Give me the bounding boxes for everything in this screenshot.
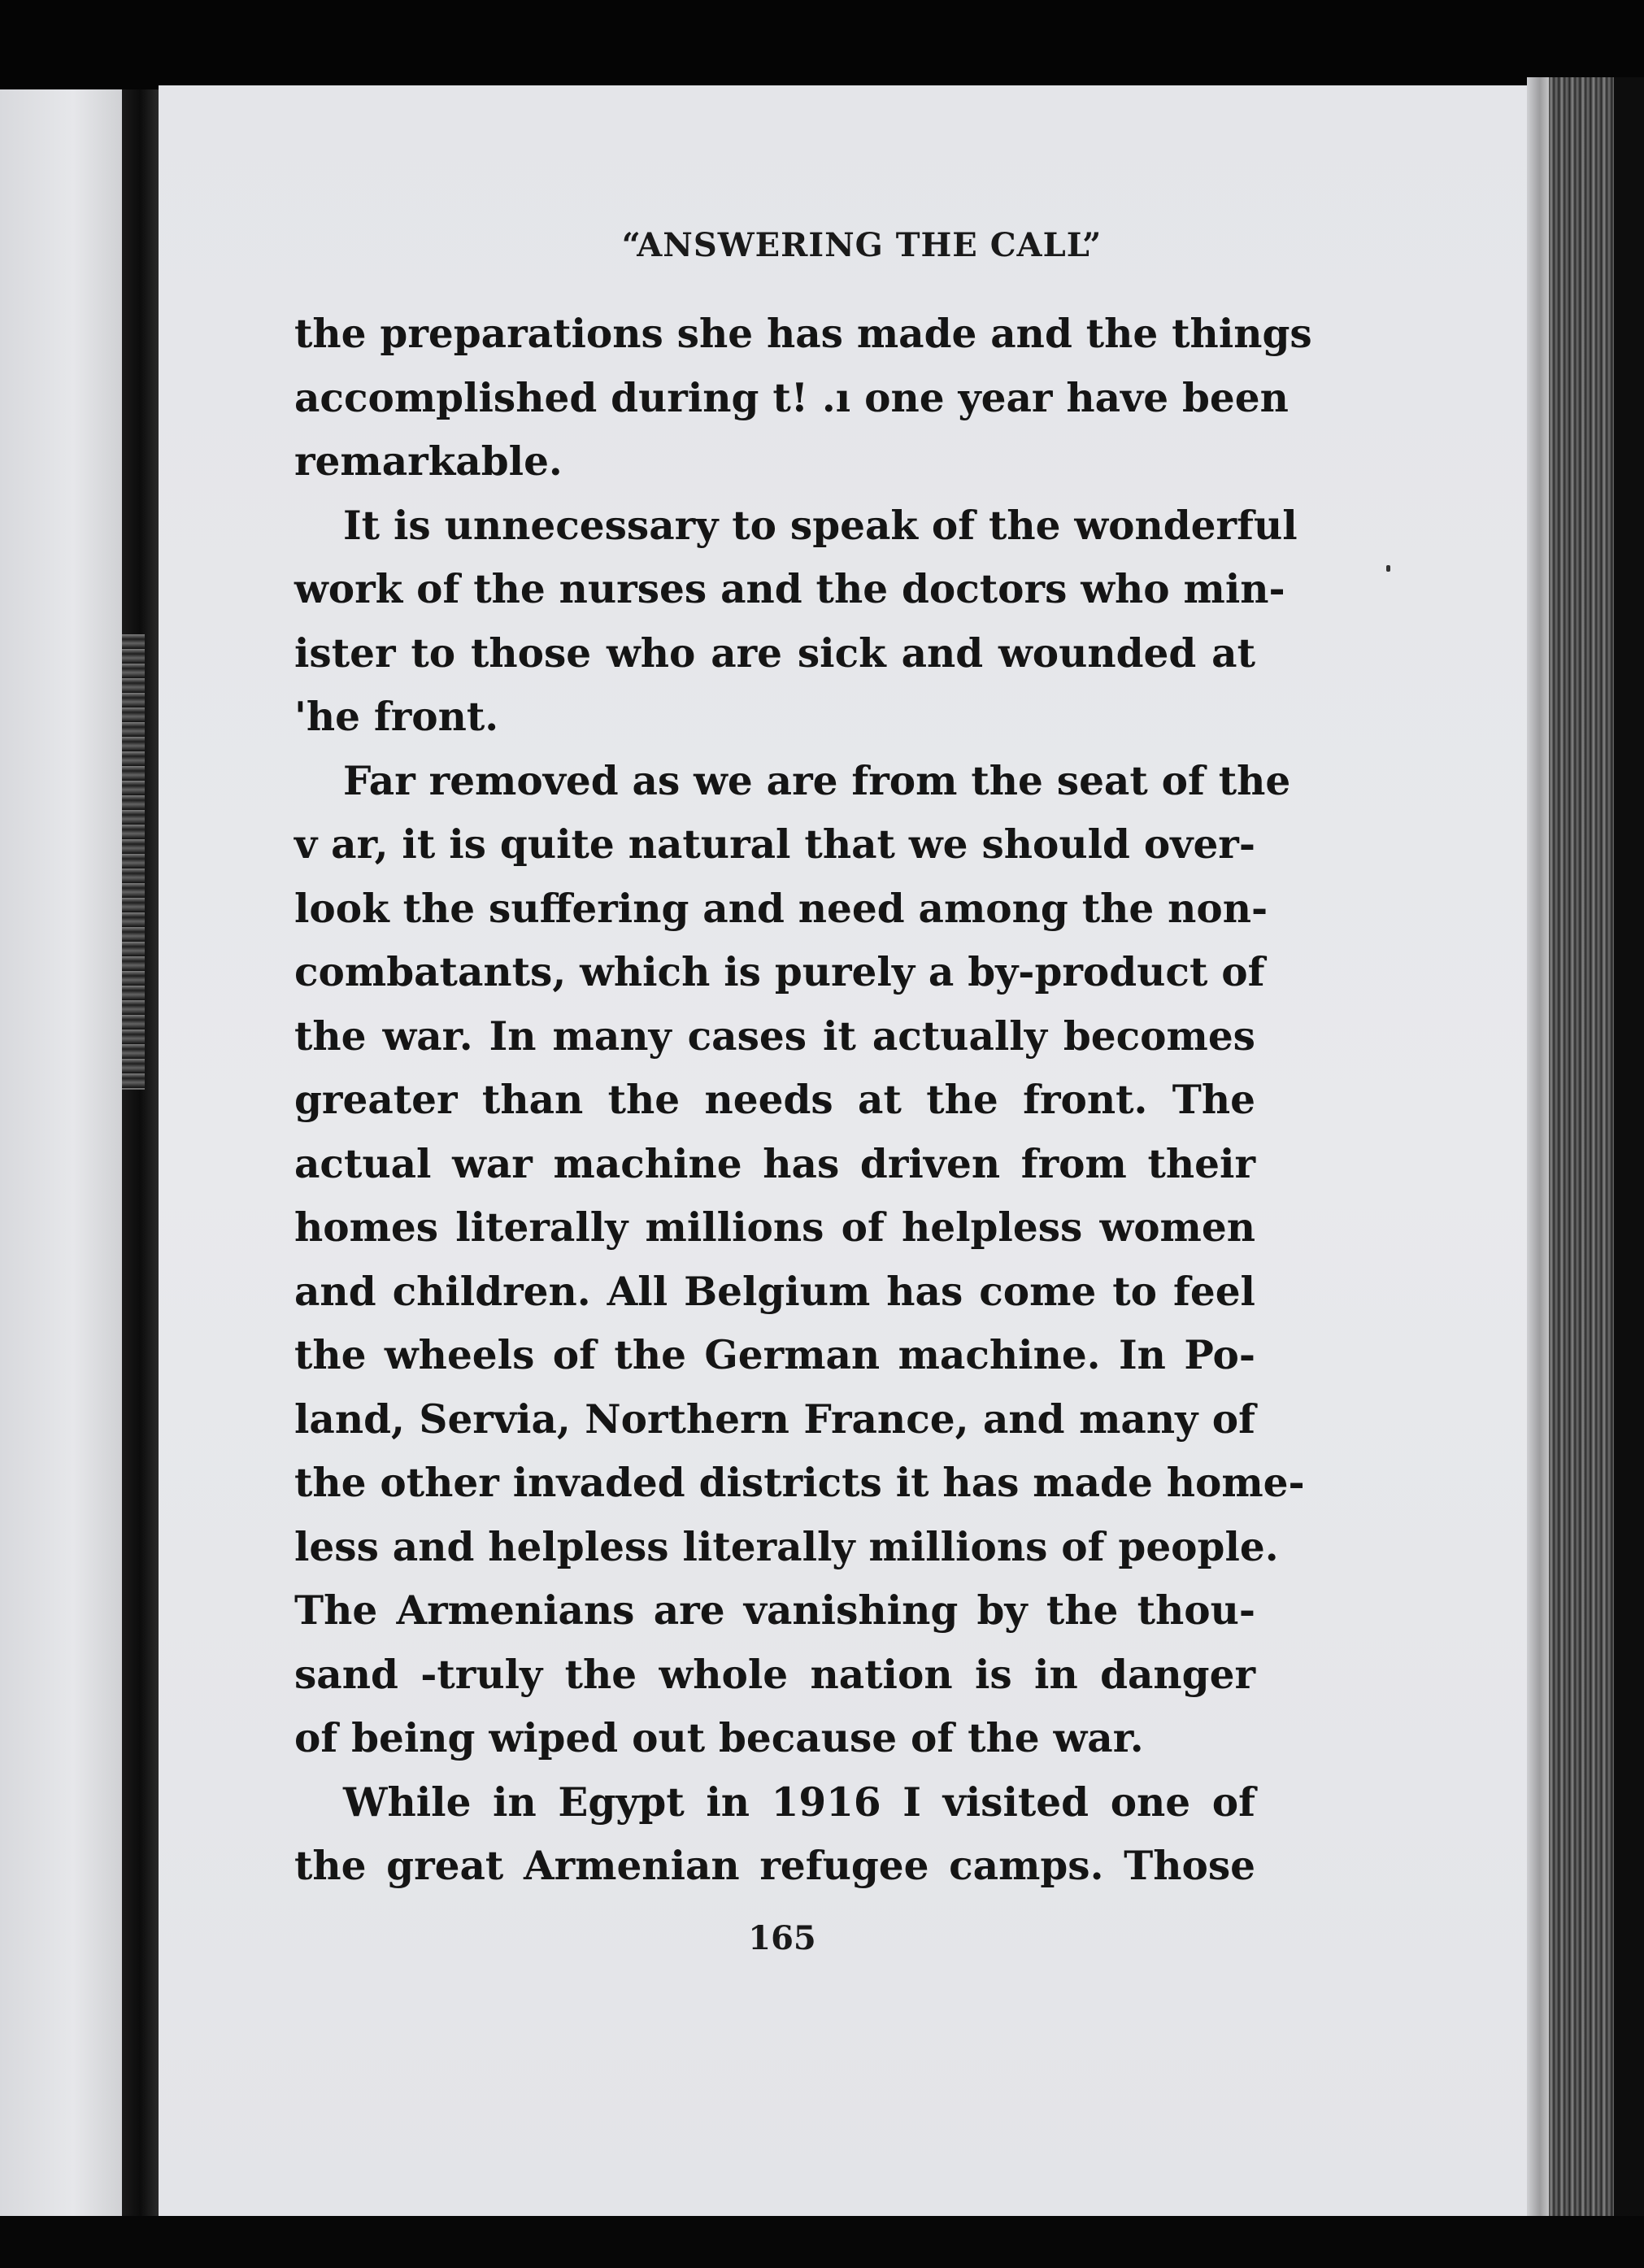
- text-line: homes literally millions of helpless women: [294, 1204, 1255, 1251]
- scan-bottom-border: [0, 2216, 1644, 2268]
- running-head: “ANSWERING THE CALL”: [621, 226, 1103, 264]
- page-number: 165: [748, 1919, 816, 1957]
- text-line: work of the nurses and the doctors who min-: [294, 566, 1285, 612]
- text-line: the great Armenian refugee camps. Those: [294, 1843, 1255, 1889]
- text-line: 'he front.: [294, 694, 499, 740]
- text-line: the preparations she has made and the things: [294, 311, 1312, 357]
- text-line: greater than the needs at the front. The: [294, 1077, 1255, 1123]
- scan-right-border: [1614, 77, 1644, 2268]
- book-gutter: [122, 89, 159, 2220]
- text-line: combatants, which is purely a by-product of: [294, 949, 1265, 995]
- body-text: [294, 303, 1312, 1899]
- text-line: less and helpless literally millions of people.: [294, 1523, 1279, 1570]
- text-line: and children. All Belgium has come to feel: [294, 1268, 1255, 1315]
- text-line: of being wiped out because of the war.: [294, 1715, 1144, 1761]
- text-line: Far removed as we are from the seat of the: [343, 757, 1291, 804]
- text-line: The Armenians are vanishing by the thou-: [294, 1587, 1255, 1634]
- text-line: actual war machine has driven from their: [294, 1140, 1255, 1187]
- text-line: look the suffering and need among the non-: [294, 885, 1268, 932]
- scan-speck: [1386, 565, 1390, 572]
- gutter-noise: [122, 634, 145, 1090]
- facing-page-edge: [0, 89, 122, 2220]
- text-line: remarkable.: [294, 438, 563, 485]
- text-line: ister to those who are sick and wounded at: [294, 629, 1255, 677]
- text-line: the wheels of the German machine. In Po-: [294, 1332, 1255, 1378]
- scan-top-border: [0, 0, 1644, 89]
- page-stack: [1549, 77, 1614, 2248]
- text-line: land, Servia, Northern France, and many of: [294, 1395, 1255, 1443]
- text-line: sand -truly the whole nation is in danger: [294, 1651, 1255, 1698]
- text-line: It is unnecessary to speak of the wonderful: [343, 502, 1298, 549]
- text-line: the war. In many cases it actually becomes: [294, 1012, 1255, 1060]
- text-line: While in Egypt in 1916 I visited one of: [343, 1778, 1255, 1826]
- text-line: the other invaded districts it has made home-: [294, 1460, 1305, 1506]
- text-line: accomplished during t! .ı one year have been: [294, 374, 1289, 421]
- text-line: v ar, it is quite natural that we should over-: [294, 821, 1255, 868]
